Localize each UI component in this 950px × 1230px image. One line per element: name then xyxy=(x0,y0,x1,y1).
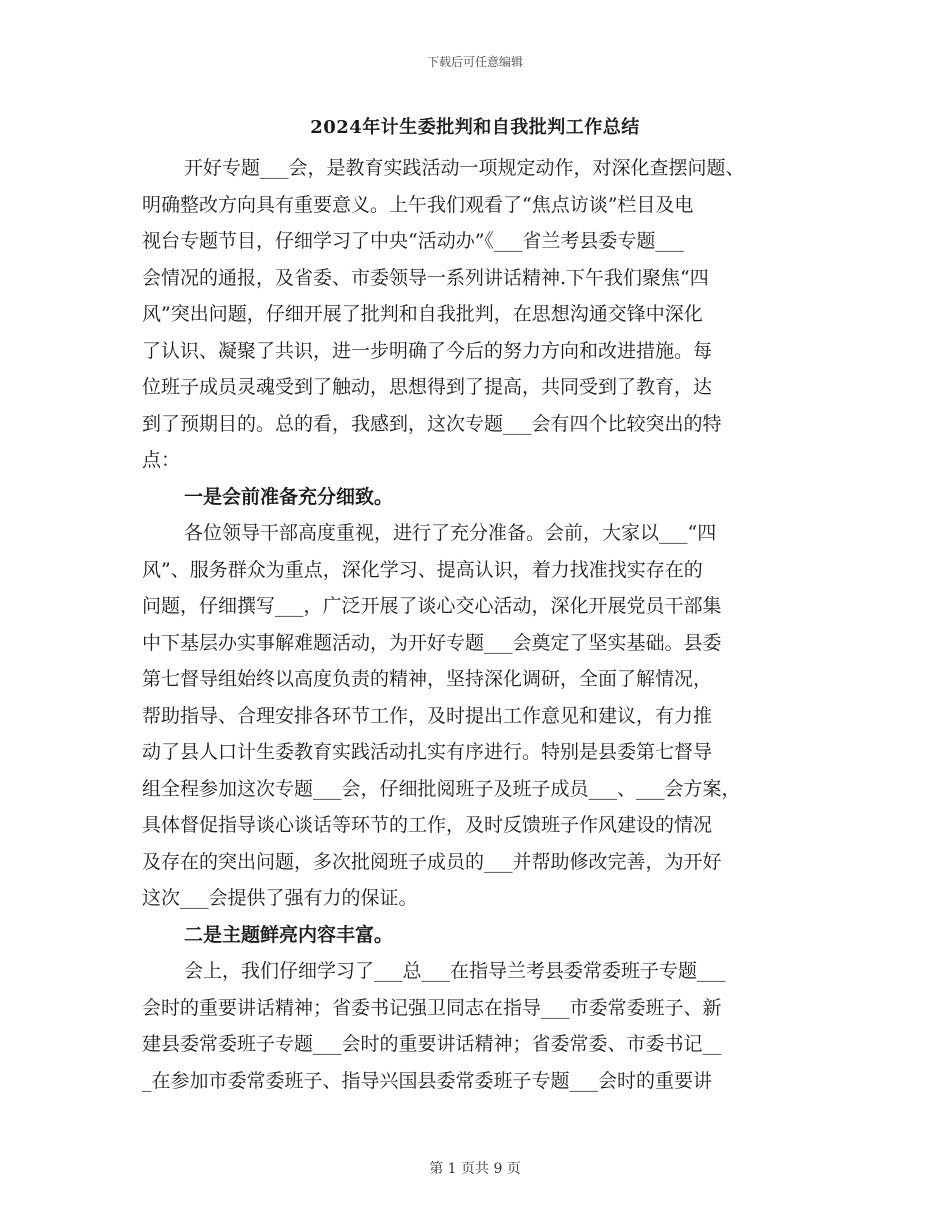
page-header: 下载后可任意编辑 xyxy=(426,55,523,69)
paragraph-line: 帮助指导、合理安排各环节工作，及时提出工作意见和建议，有力推 xyxy=(142,704,713,727)
paragraph-line: 会情况的通报，及省委、市委领导一系列讲话精神.下午我们聚焦“四 xyxy=(142,266,709,289)
page-number-footer: 第 1 页共 9 页 xyxy=(429,1161,521,1177)
paragraph-line: 明确整改方向具有重要意义。上午我们观看了“焦点访谈”栏目及电 xyxy=(142,193,694,216)
paragraph-line: 中下基层办实事解难题活动，为开好专题___会奠定了坚实基础。县委 xyxy=(142,631,722,654)
paragraph-line: 及存在的突出问题，多次批阅班子成员的___并帮助修改完善，为开好 xyxy=(142,850,722,873)
paragraph-line: 会上，我们仔细学习了___总___在指导兰考县委常委班子专题___ xyxy=(184,960,726,982)
paragraph-line: 建县委常委班子专题___会时的重要讲话精神；省委常委、市委书记__ xyxy=(142,1033,722,1055)
paragraph-line: 问题，仔细撰写___，广泛开展了谈心交心活动，深化开展党员干部集 xyxy=(142,595,722,617)
paragraph-line: 各位领导干部高度重视，进行了充分准备。会前，大家以___“四 xyxy=(184,522,717,544)
paragraph-line: 点： xyxy=(142,449,181,471)
paragraph-line: 到了预期目的。总的看，我感到，这次专题___会有四个比较突出的特 xyxy=(142,412,722,435)
paragraph-line: 这次___会提供了强有力的保证。 xyxy=(142,887,418,909)
paragraph-line: 风”、服务群众为重点，深化学习、提高认识，着力找准找实存在的 xyxy=(142,558,703,581)
paragraph-line: 组全程参加这次专题___会，仔细批阅班子及班子成员___、___会方案， xyxy=(142,777,741,800)
paragraph-line: 开好专题___会，是教育实践活动一项规定动作，对深化查摆问题、 xyxy=(184,157,745,179)
paragraph-line: 了认识、凝聚了共识，进一步明确了今后的努力方向和改进措施。每 xyxy=(142,339,713,362)
paragraph-line: 具体督促指导谈心谈话等环节的工作，及时反馈班子作风建设的情况 xyxy=(142,814,713,836)
section-heading: 一是会前准备充分细致。 xyxy=(184,485,394,508)
paragraph-line: 会时的重要讲话精神；省委书记强卫同志在指导___市委常委班子、新 xyxy=(142,996,722,1019)
paragraph-line: 动了县人口计生委教育实践活动扎实有序进行。特别是县委第七督导 xyxy=(142,741,713,763)
paragraph-line: 风”突出问题，仔细开展了批判和自我批判，在思想沟通交锋中深化 xyxy=(142,303,703,325)
paragraph-line: _在参加市委常委班子、指导兴国县委常委班子专题___会时的重要讲 xyxy=(142,1069,713,1092)
paragraph-line: 位班子成员灵魂受到了触动，思想得到了提高，共同受到了教育，达 xyxy=(142,376,713,398)
section-heading: 二是主题鲜亮内容丰富。 xyxy=(184,923,394,946)
paragraph-line: 视台专题节目，仔细学习了中央“活动办”《___省兰考县委专题___ xyxy=(142,230,684,252)
paragraph-line: 第七督导组始终以高度负责的精神，坚持深化调研，全面了解情况， xyxy=(142,668,713,690)
document-body xyxy=(142,150,822,1099)
document-title: 2024年计生委批判和自我批判工作总结 xyxy=(310,117,640,138)
